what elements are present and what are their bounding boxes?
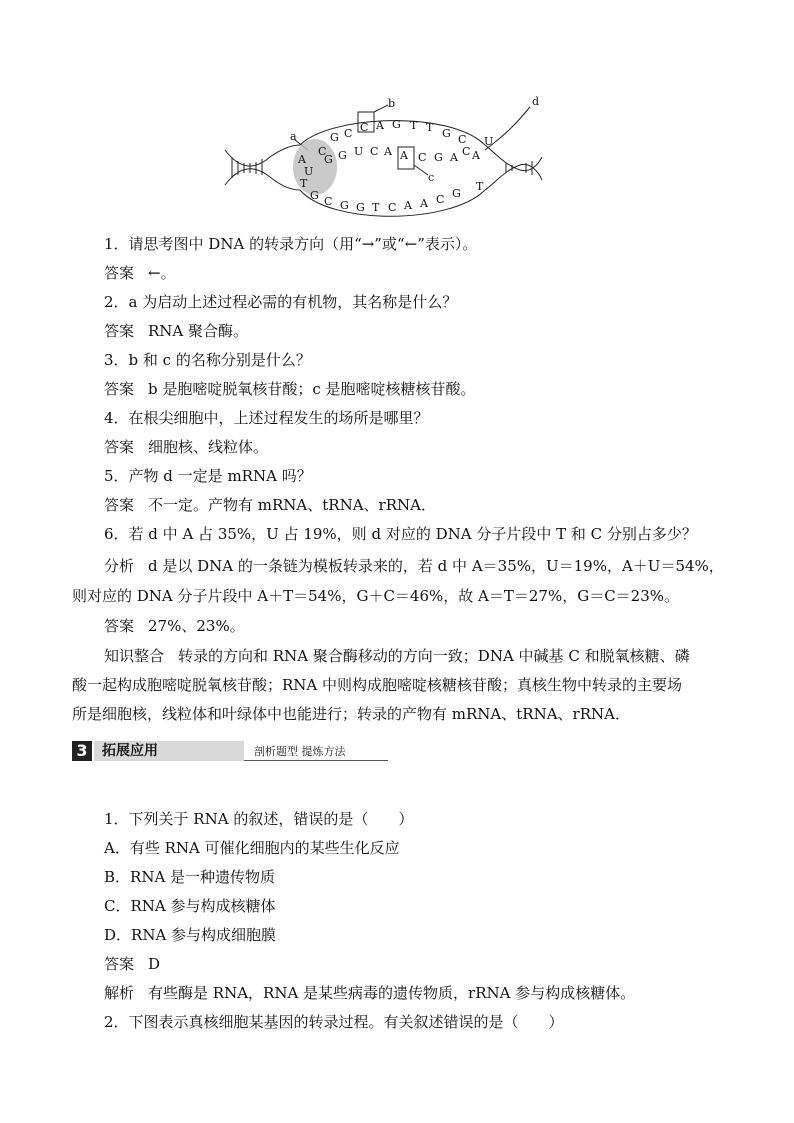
- rna-base: G: [324, 153, 333, 166]
- exercise-1-analysis: [104, 982, 635, 1004]
- analysis-6: [104, 555, 724, 577]
- rna-base: C: [418, 151, 427, 164]
- bottom-strand-base: G: [310, 189, 319, 202]
- rna-base: A: [400, 149, 408, 162]
- rna-base: U: [354, 145, 364, 158]
- exercise-1-answer: [104, 953, 160, 975]
- top-strand-base: T: [410, 119, 418, 132]
- question-4: 4．在根尖细胞中，上述过程发生的场所是哪里？: [104, 409, 429, 427]
- rna-base: G: [338, 149, 347, 162]
- bottom-strand-base: G: [356, 201, 365, 214]
- transcription-diagram: [220, 95, 550, 225]
- answer-label: 答案: [104, 438, 135, 456]
- rna-base: G: [434, 151, 443, 164]
- answer-text: 27%、23%。: [148, 617, 245, 635]
- question-1: 1．请思考图中 DNA 的转录方向（用“→”或“←”表示）。: [104, 235, 478, 253]
- section-subtitle: 剖析题型 提炼方法: [254, 745, 346, 758]
- top-strand-base: C: [458, 133, 467, 146]
- answer-label: 答案: [104, 955, 135, 973]
- question-6: 6．若 d 中 A 占 35%，U 占 19%，则 d 对应的 DNA 分子片段中 T 和 C 分别占多少？: [104, 525, 697, 543]
- label-b: b: [388, 97, 396, 110]
- answer-text: b 是胞嘧啶脱氧核苷酸；c 是胞嘧啶核糖核苷酸。: [148, 380, 476, 398]
- answer-text: RNA 聚合酶。: [148, 322, 249, 340]
- summary-label: 知识整合: [104, 647, 165, 665]
- rna-base: C: [370, 145, 379, 158]
- label-a: a: [290, 130, 297, 143]
- top-strand-base: C: [344, 127, 353, 140]
- section-number: 3: [72, 741, 92, 761]
- summary-line-3: 所是细胞核，线粒体和叶绿体中也能进行；转录的产物有 mRNA、tRNA、rRNA．: [72, 705, 630, 723]
- top-strand-base: C: [360, 121, 369, 134]
- answer-label: 答案: [104, 322, 135, 340]
- top-strand-base: G: [392, 118, 401, 131]
- strand-base: T: [300, 177, 308, 190]
- section-rule: [244, 760, 388, 761]
- answer-5: [104, 494, 436, 516]
- option-b: B．RNA 是一种遗传物质: [104, 868, 276, 886]
- answer-text: 细胞核、线粒体。: [148, 438, 269, 456]
- answer-text: 不一定。产物有 mRNA、tRNA、rRNA．: [148, 496, 436, 514]
- answer-text: D: [148, 955, 161, 973]
- bottom-strand-base: G: [452, 187, 461, 200]
- option-d: D．RNA 参与构成细胞膜: [104, 926, 277, 944]
- option-a: A．有些 RNA 可催化细胞内的某些生化反应: [104, 839, 400, 857]
- answer-label: 答案: [104, 264, 135, 282]
- top-strand-base: A: [376, 119, 384, 132]
- strand-base: C: [462, 145, 471, 158]
- bottom-strand-base: C: [388, 201, 397, 214]
- question-3: 3．b 和 c 的名称分别是什么？: [104, 351, 311, 369]
- summary: [104, 645, 690, 667]
- answer-4: [104, 436, 268, 458]
- exercise-1-question: 1．下列关于 RNA 的叙述，错误的是（ ）: [104, 810, 414, 828]
- bottom-strand-base: C: [436, 193, 445, 206]
- strand-base: U: [484, 135, 494, 148]
- rna-base: C: [318, 145, 327, 158]
- analysis-label: 解析: [104, 984, 135, 1002]
- bottom-strand-base: T: [372, 201, 380, 214]
- top-strand-base: G: [442, 127, 451, 140]
- summary-text: 转录的方向和 RNA 聚合酶移动的方向一致；DNA 中碱基 C 和脱氧核糖、磷: [178, 647, 690, 665]
- label-c: c: [428, 171, 435, 184]
- exercise-2-question: 2．下图表示真核细胞某基因的转录过程。有关叙述错误的是（ ）: [104, 1013, 564, 1031]
- bottom-strand-base: C: [324, 195, 333, 208]
- label-d: d: [532, 95, 540, 108]
- answer-label: 答案: [104, 380, 135, 398]
- answer-label: 答案: [104, 496, 135, 514]
- analysis-6-cont: 则对应的 DNA 分子片段中 A＋T＝54%，G＋C＝46%，故 A＝T＝27%，G＝C＝23%。: [72, 587, 680, 605]
- section-title: 拓展应用: [94, 741, 244, 761]
- bottom-strand-base: A: [404, 199, 412, 212]
- analysis-text: d 是以 DNA 的一条链为模板转录来的，若 d 中 A＝35%，U＝19%，A＋U＝54%，: [148, 557, 724, 575]
- bottom-strand-base: T: [476, 180, 484, 193]
- answer-text: ←。: [148, 264, 176, 282]
- section-header: [72, 741, 388, 761]
- summary-line-2: 酸一起构成胞嘧啶脱氧核苷酸；RNA 中则构成胞嘧啶核糖核苷酸；真核生物中转录的主要场: [72, 676, 683, 694]
- question-5: 5．产物 d 一定是 mRNA 吗？: [104, 467, 312, 485]
- answer-2: [104, 320, 248, 342]
- analysis-text: 有些酶是 RNA，RNA 是某些病毒的遗传物质，rRNA 参与构成核糖体。: [148, 984, 636, 1002]
- analysis-label: 分析: [104, 557, 135, 575]
- rna-base: A: [450, 151, 458, 164]
- question-2: 2．a 为启动上述过程必需的有机物，其名称是什么？: [104, 293, 458, 311]
- answer-6: [104, 615, 245, 637]
- rna-base: A: [384, 145, 392, 158]
- rna-base: A: [298, 153, 306, 166]
- bottom-strand-base: G: [340, 199, 349, 212]
- answer-3: [104, 378, 476, 400]
- strand-base: A: [472, 149, 480, 162]
- top-strand-base: G: [330, 131, 339, 144]
- bottom-strand-base: A: [420, 197, 428, 210]
- rna-base: U: [304, 165, 314, 178]
- answer-1: [104, 262, 176, 284]
- option-c: C．RNA 参与构成核糖体: [104, 897, 276, 915]
- top-strand-base: T: [426, 121, 434, 134]
- answer-label: 答案: [104, 617, 135, 635]
